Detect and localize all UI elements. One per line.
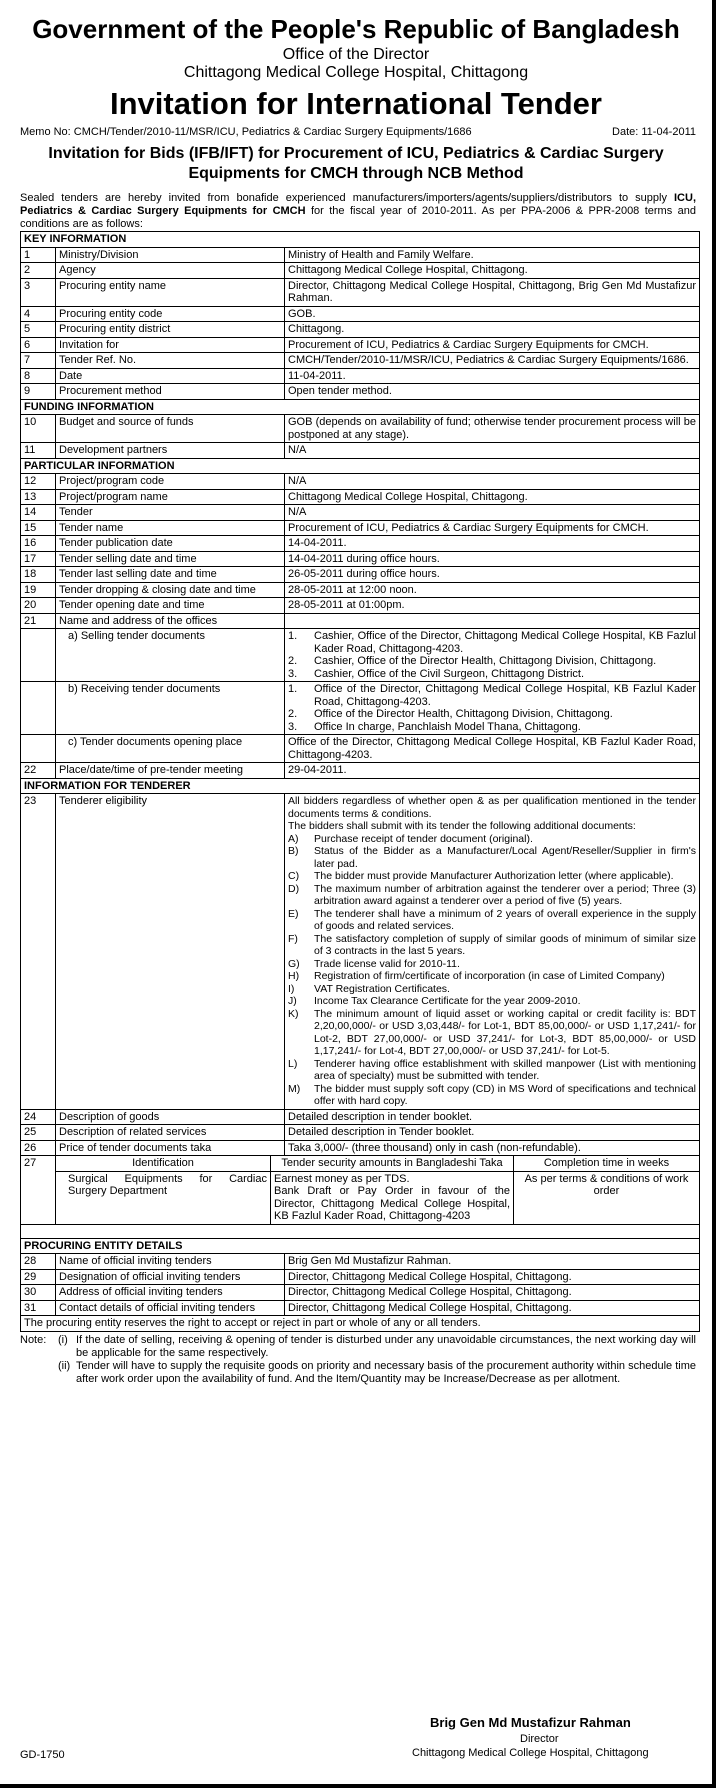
table-row: 23 Tenderer eligibility All bidders regardless of whether open & as per qualification mentioned in the tender documents terms & conditions. The bidders shall submit with its tender the following additional documents: A) Purchase receipt of tender document (original). B) Status of the Bidder as a Manufacturer/Local Agent/Reseller/Supplier in firm's later pad. C) The bidder must provide Manufacturer Authorization letter (where applicable). D) The maximum number of arbitration against the tenderer over a period; Three (3) arbitration award against a tenderer over a period of five (5) years. E) The tenderer shall have a minimum of 2 years of overall experience in the supply of goods and related services. F) The satisfactory completion of supply of similar goods of minimum of similar size of 3 contracts in the last 5 years. G) Trade license valid for 2010-11. H) Registration of firm/certificate of incorporation (in case of Limited Company) I) VAT Registration Certificates. J) Income Tax Clearance Certificate for the year 2009-2010. K) The minimum amount of liquid asset or working capital or credit facility is: BDT 2,20,00,000/- or USD 3,03,448/- for Lot-1, BDT 85,00,000/- or USD 1,17,241/- for Lot-2, BDT 27,00,000/- or USD 37,241/- for Lot-3, BDT 85,00,000/- or USD 1,17,241/- for Lot-4, BDT 27,00,000/- or USD 37,241/- for Lot-5. L) Tenderer having office establishment with skilled manpower (List with mentioning area of specialty) must be submitted with tender. M) The bidder must supply soft copy (CD) in MS Word of specifications and technical offer with hard copy.: [21, 794, 700, 1110]
table-row: 7 Tender Ref. No. CMCH/Tender/2010-11/MSR/ICU, Pediatrics & Cardiac Surgery Equipments/1686.: [21, 353, 700, 369]
memo-number: Memo No: CMCH/Tender/2010-11/MSR/ICU, Pediatrics & Cardiac Surgery Equipments/1686: [20, 126, 472, 138]
table-row: 13 Project/program name Chittagong Medical College Hospital, Chittagong.: [21, 489, 700, 505]
table-row: 16 Tender publication date 14-04-2011.: [21, 536, 700, 552]
selling-offices-list: 1. Cashier, Office of the Director, Chittagong Medical College Hospital, KB Fazlul Kader Road, Chittagong-4203. 2. Cashier, Office of the Director Health, Chittagong Division, Chittagong. 3. Cashier, Office of the Civil Surgeon, Chittagong District.: [288, 630, 696, 680]
section-key: KEY INFORMATION: [21, 232, 700, 248]
table-row: c) Tender documents opening place Office of the Director, Chittagong Medical College Hospital, KB Fazlul Kader Road, Chittagong-4203.: [21, 735, 700, 763]
hospital-line: Chittagong Medical College Hospital, Chittagong: [183, 64, 529, 81]
table-row: 6 Invitation for Procurement of ICU, Pediatrics & Cardiac Surgery Equipments for CMCH.: [21, 337, 700, 353]
tender-table: [20, 231, 700, 1332]
table-row: 24 Description of goods Detailed description in tender booklet.: [21, 1109, 700, 1125]
office-line: Office of the Director: [282, 46, 430, 63]
table-row: 18 Tender last selling date and time 26-05-2011 during office hours.: [21, 567, 700, 583]
table-row: 27 Identification Tender security amounts in Bangladeshi Taka Completion time in weeks Surgical Equipments for Cardiac Surgery Department Earnest money as per TDS. Bank Draft or Pay Order in favour of the Director, Chittagong Medical College Hospital, KB Fazlul Kader Road, Chittagong-4203 As per terms & conditions of work order: [21, 1156, 700, 1225]
table-row: 3 Procuring entity name Director, Chittagong Medical College Hospital, Chittagong, Brig Gen Md Mustafizur Rahman.: [21, 278, 700, 306]
table-row: 14 Tender N/A: [21, 505, 700, 521]
signatory-designation: Director: [520, 1733, 559, 1745]
section-particular: PARTICULAR INFORMATION: [21, 458, 700, 474]
table-row: 21 Name and address of the offices: [21, 613, 700, 629]
table-row: 22 Place/date/time of pre-tender meeting 29-04-2011.: [21, 763, 700, 779]
table-row: 20 Tender opening date and time 28-05-2011 at 01:00pm.: [21, 598, 700, 614]
table-row: 29 Designation of official inviting tenders Director, Chittagong Medical College Hospital, Chittagong.: [21, 1269, 700, 1285]
spacer-row: [21, 1224, 700, 1238]
table-row: 12 Project/program code N/A: [21, 474, 700, 490]
notice-title: Invitation for International Tender: [109, 86, 602, 121]
intro-paragraph: Sealed tenders are hereby invited from bonafide experienced manufacturers/importers/agents/suppliers/distributors to supply ICU, Pediatrics & Cardiac Surgery Equipments for CMCH for the fiscal year of 2010-2011. As per PPA-2006 & PPR-2008 terms and conditions are as follows:: [20, 192, 696, 230]
memo-date: Date: 11-04-2011: [612, 126, 696, 138]
signatory-name: Brig Gen Md Mustafizur Rahman: [430, 1715, 631, 1730]
header: [0, 14, 712, 122]
section-funding: FUNDING INFORMATION: [21, 399, 700, 415]
eligibility-list: A) Purchase receipt of tender document (original). B) Status of the Bidder as a Manufacturer/Local Agent/Reseller/Supplier in firm's later pad. C) The bidder must provide Manufacturer Authorization letter (where applicable). D) The maximum number of arbitration against the tenderer over a period; Three (3) arbitration award against a tenderer over a period of five (5) years. E) The tenderer shall have a minimum of 2 years of overall experience in the supply of goods and related services. F) The satisfactory completion of supply of similar goods of minimum of similar size of 3 contracts in the last 5 years. G) Trade license valid for 2010-11. H) Registration of firm/certificate of incorporation (in case of Limited Company) I) VAT Registration Certificates. J) Income Tax Clearance Certificate for the year 2009-2010. K) The minimum amount of liquid asset or working capital or credit facility is: BDT 2,20,00,000/- or USD 3,03,448/- for Lot-1, BDT 85,00,000/- or USD 1,17,241/- for Lot-2, BDT 27,00,000/- or USD 37,241/- for Lot-3, BDT 85,00,000/- or USD 1,17,241/- for Lot-4, BDT 27,00,000/- or USD 37,241/- for Lot-5. L) Tenderer having office establishment with skilled manpower (List with mentioning area of specialty) must be submitted with tender. M) The bidder must supply soft copy (CD) in MS Word of specifications and technical offer with hard copy.: [288, 832, 696, 1107]
notes: Note: (i) If the date of selling, receiving & opening of tender is disturbed under any unavoidable circumstances, the next working day will be applicable for the same respectively. (ii) Tender will have to supply the requisite goods on priority and necessary basis of the procurement authority within schedule time after work order upon the availability of fund. And the Item/Quantity may be Increase/Decrease as per allotment.: [20, 1333, 696, 1385]
table-row: 10 Budget and source of funds GOB (depends on availability of fund; otherwise tender procurement process will be postponed at any stage).: [21, 415, 700, 443]
memo-line: [20, 126, 696, 138]
table-row: 15 Tender name Procurement of ICU, Pediatrics & Cardiac Surgery Equipments for CMCH.: [21, 520, 700, 536]
table-row: 11 Development partners N/A: [21, 443, 700, 459]
table-row: 9 Procurement method Open tender method.: [21, 384, 700, 400]
reserve-row: The procuring entity reserves the right to accept or reject in part or whole of any or all tenders.: [21, 1316, 700, 1332]
gov-title: Government of the People's Republic of Bangladesh: [32, 14, 680, 44]
table-row: 26 Price of tender documents taka Taka 3,000/- (three thousand) only in cash (non-refundable).: [21, 1140, 700, 1156]
table-row: 28 Name of official inviting tenders Brig Gen Md Mustafizur Rahman.: [21, 1254, 700, 1270]
table-row: 31 Contact details of official inviting tenders Director, Chittagong Medical College Hospital, Chittagong.: [21, 1300, 700, 1316]
section-procuring: PROCURING ENTITY DETAILS: [21, 1238, 700, 1254]
subtitle: Invitation for Bids (IFB/IFT) for Procurement of ICU, Pediatrics & Cardiac Surgery Equipments for CMCH through NCB Method: [48, 145, 664, 182]
table-row: 2 Agency Chittagong Medical College Hospital, Chittagong.: [21, 263, 700, 279]
table-row: 19 Tender dropping & closing date and time 28-05-2011 at 12:00 noon.: [21, 582, 700, 598]
receiving-offices-list: 1. Office of the Director, Chittagong Medical College Hospital, KB Fazlul Kader Road, Chittagong-4203. 2. Office of the Director Health, Chittagong Division, Chittagong. 3. Office In charge, Panchlaish Model Thana, Chittagong.: [288, 683, 696, 733]
table-row: 25 Description of related services Detailed description in Tender booklet.: [21, 1125, 700, 1141]
table-row: 1 Ministry/Division Ministry of Health and Family Welfare.: [21, 247, 700, 263]
table-row: 5 Procuring entity district Chittagong.: [21, 322, 700, 338]
gd-number: GD-1750: [20, 1749, 65, 1761]
table-row: 8 Date 11-04-2011.: [21, 368, 700, 384]
table-row: 30 Address of official inviting tenders Director, Chittagong Medical College Hospital, Chittagong.: [21, 1285, 700, 1301]
section-tenderer: INFORMATION FOR TENDERER: [21, 778, 700, 794]
signatory-org: Chittagong Medical College Hospital, Chittagong: [412, 1747, 649, 1759]
table-row: a) Selling tender documents 1. Cashier, Office of the Director, Chittagong Medical College Hospital, KB Fazlul Kader Road, Chittagong-4203. 2. Cashier, Office of the Director Health, Chittagong Division, Chittagong. 3. Cashier, Office of the Civil Surgeon, Chittagong District.: [21, 629, 700, 682]
table-row: 17 Tender selling date and time 14-04-2011 during office hours.: [21, 551, 700, 567]
table-row: 4 Procuring entity code GOB.: [21, 306, 700, 322]
table-row: b) Receiving tender documents 1. Office of the Director, Chittagong Medical College Hospital, KB Fazlul Kader Road, Chittagong-4203. 2. Office of the Director Health, Chittagong Division, Chittagong. 3. Office In charge, Panchlaish Model Thana, Chittagong.: [21, 682, 700, 735]
security-table: Identification Tender security amounts in Bangladeshi Taka Completion time in weeks Surgical Equipments for Cardiac Surgery Department Earnest money as per TDS. Bank Draft or Pay Order in favour of the Director, Chittagong Medical College Hospital, KB Fazlul Kader Road, Chittagong-4203 As per terms & conditions of work order: [56, 1156, 699, 1224]
